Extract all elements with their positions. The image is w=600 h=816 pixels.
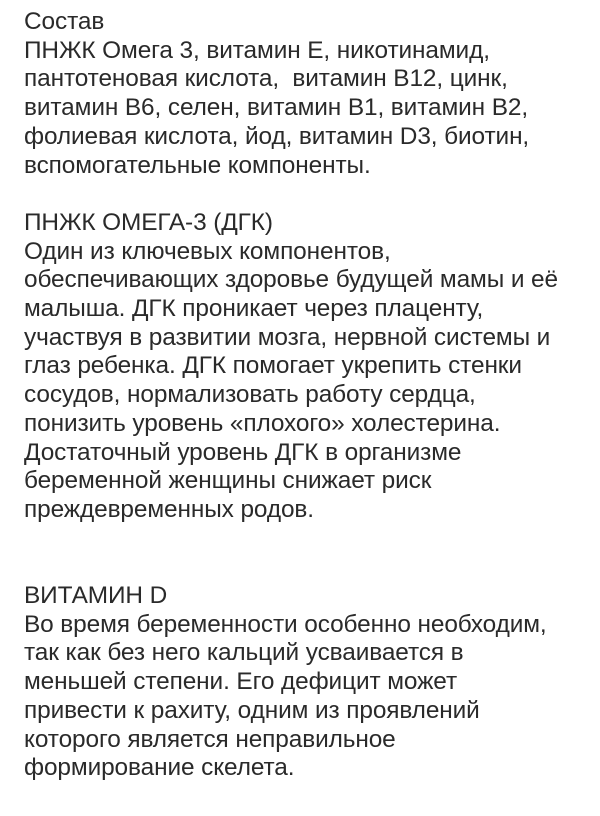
section-composition [24, 8, 596, 180]
text-line: Достаточный уровень ДГК в организме [24, 438, 462, 466]
section-heading: Состав [24, 8, 105, 35]
text-line: ПНЖК Омега 3, витамин Е, никотинамид, [24, 36, 490, 64]
spacer [24, 180, 596, 209]
text-line: пантотеновая кислота, витамин В12, цинк, [24, 65, 508, 93]
text-line: участвуя в развитии мозга, нервной системы и [24, 323, 551, 351]
section-heading: ВИТАМИН D [24, 582, 168, 610]
spacer [24, 525, 596, 554]
text-line: Во время беременности особенно необходим, [24, 610, 547, 638]
text-line: фолиевая кислота, йод, витамин D3, биотин, [24, 122, 530, 150]
section-heading: ПНЖК ОМЕГА-3 (ДГК) [24, 208, 273, 236]
spacer [24, 553, 596, 582]
text-line: сосудов, нормализовать работу сердца, [24, 381, 476, 409]
text-line: витамин В6, селен, витамин В1, витамин В2, [24, 94, 529, 122]
text-line: Один из ключевых компонентов, [24, 237, 391, 265]
document-page [24, 8, 596, 783]
text-line: понизить уровень «плохого» холестерина. [24, 409, 501, 437]
text-line: привести к рахиту, одним из проявлений [24, 696, 480, 724]
text-line: которого является неправильное [24, 725, 396, 753]
text-line: обеспечивающих здоровье будущей мамы и её [24, 266, 558, 294]
text-line: меньшей степени. Его дефицит может [24, 668, 458, 696]
text-line: так как без него кальций усваивается в [24, 639, 464, 667]
section-omega3 [24, 209, 596, 525]
text-line: малыша. ДГК проникает через плаценту, [24, 295, 484, 323]
text-line: глаз ребенка. ДГК помогает укрепить стенки [24, 352, 522, 380]
text-line: преждевременных родов. [24, 495, 314, 523]
text-line: формирование скелета. [24, 754, 295, 782]
section-vitamin-d [24, 582, 596, 783]
text-line: вспомогательные компоненты. [24, 151, 371, 179]
text-line: беременной женщины снижает риск [24, 467, 432, 495]
